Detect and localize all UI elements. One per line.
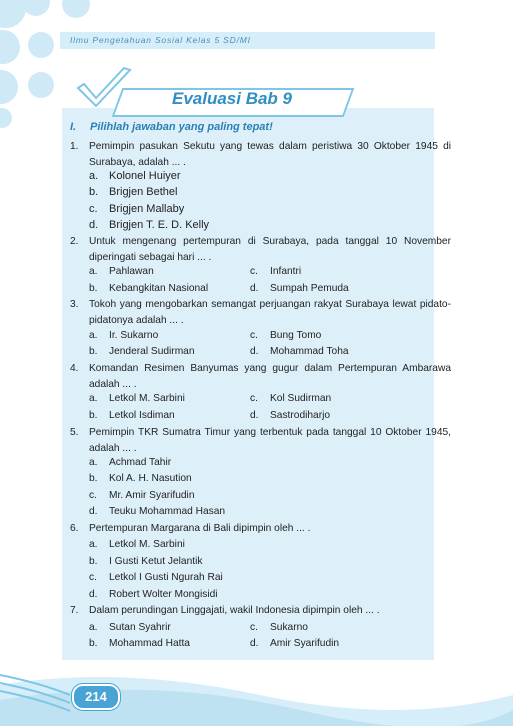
option[interactable]: d. Amir Syarifudin: [250, 638, 340, 649]
decor-circle: [62, 0, 90, 18]
option[interactable]: b. Brigjen Bethel: [89, 186, 178, 198]
option[interactable]: d. Sastrodiharjo: [250, 410, 331, 421]
option[interactable]: a. Letkol M. Sarbini: [89, 539, 185, 550]
question-text: Komandan Resimen Banyumas yang gugur dalam Pertempuran Ambarawa adalah ... .: [89, 363, 451, 390]
option[interactable]: c. Kol Sudirman: [250, 393, 332, 404]
page-number: 214: [72, 684, 120, 710]
option[interactable]: a. Achmad Tahir: [89, 457, 172, 468]
option[interactable]: c. Sukarno: [250, 622, 308, 633]
section-number: I.: [70, 121, 77, 133]
decor-circle: [0, 30, 20, 64]
decor-circle: [22, 0, 50, 16]
question-text: Pemimpin TKR Sumatra Timur yang terbentuk pada tanggal 10 Oktober 1945, adalah ... .: [89, 427, 451, 454]
decor-circle: [28, 72, 54, 98]
header-title: Ilmu Pengetahuan Sosial Kelas 5 SD/MI: [70, 35, 251, 45]
decor-circle: [0, 108, 12, 128]
option[interactable]: a. Kolonel Huiyer: [89, 170, 181, 182]
option[interactable]: b. Kebangkitan Nasional: [89, 283, 209, 294]
option[interactable]: a. Sutan Syahrir: [89, 622, 171, 633]
option[interactable]: b. Letkol Isdiman: [89, 410, 175, 421]
option[interactable]: c. Bung Tomo: [250, 330, 322, 341]
page-title: Evaluasi Bab 9: [171, 89, 292, 108]
option[interactable]: b. Jenderal Sudirman: [89, 346, 195, 357]
section-heading: [70, 121, 273, 133]
question-text: Dalam perundingan Linggajati, wakil Indonesia dipimpin oleh ... .: [89, 605, 380, 616]
option[interactable]: c. Brigjen Mallaby: [89, 203, 185, 215]
option[interactable]: d. Robert Wolter Mongisidi: [89, 589, 218, 600]
decor-circle: [0, 70, 18, 104]
option[interactable]: b. Kol A. H. Nasution: [89, 473, 192, 484]
question-text: Untuk mengenang pertempuran di Surabaya, pada tanggal 10 November diperingati sebagai hari ... .: [89, 236, 451, 263]
option[interactable]: b. Mohammad Hatta: [89, 638, 190, 649]
option[interactable]: a. Letkol M. Sarbini: [89, 393, 185, 404]
option[interactable]: c. Infantri: [250, 266, 302, 277]
question-text: Pemimpin pasukan Sekutu yang tewas dalam peristiwa 30 Oktober 1945 di Surabaya, adalah ... .: [89, 141, 451, 168]
option[interactable]: d. Sumpah Pemuda: [250, 283, 349, 294]
option[interactable]: c. Mr. Amir Syarifudin: [89, 490, 195, 501]
option[interactable]: a. Pahlawan: [89, 266, 154, 277]
option[interactable]: d. Brigjen T. E. D. Kelly: [89, 219, 210, 231]
question-text: Pertempuran Margarana di Bali dipimpin oleh ... .: [89, 523, 311, 534]
option[interactable]: a. Ir. Sukarno: [89, 330, 159, 341]
option[interactable]: d. Mohammad Toha: [250, 346, 349, 357]
section-instruction: Pilihlah jawaban yang paling tepat!: [90, 121, 273, 133]
question-text: Tokoh yang mengobarkan semangat perjuangan rakyat Surabaya lewat pidato-pidatonya adalah ... .: [89, 299, 451, 326]
option[interactable]: b. I Gusti Ketut Jelantik: [89, 556, 203, 567]
option[interactable]: c. Letkol I Gusti Ngurah Rai: [89, 572, 223, 583]
decor-circle: [28, 32, 54, 58]
option[interactable]: d. Teuku Mohammad Hasan: [89, 506, 226, 517]
